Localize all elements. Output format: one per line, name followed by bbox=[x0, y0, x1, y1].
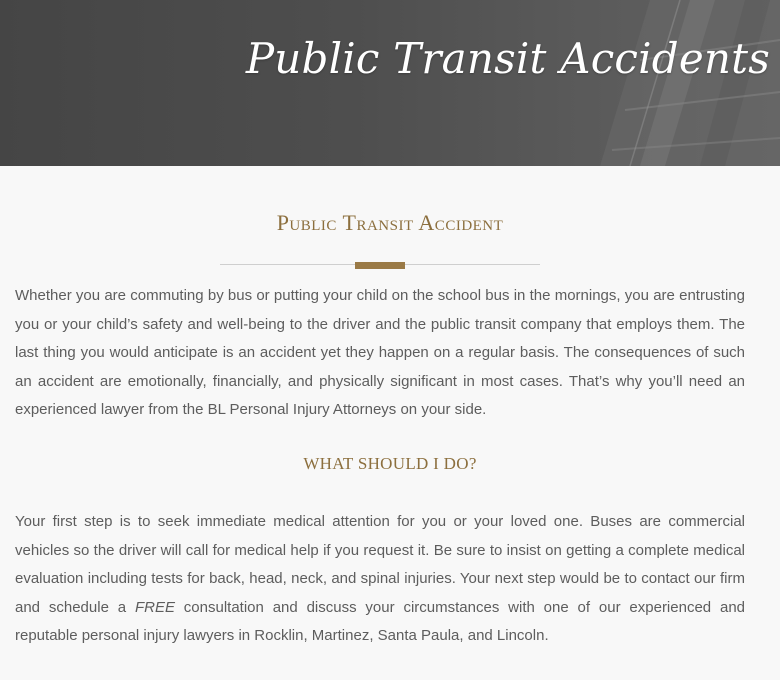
advice-text-start: Your first step is to seek immediate medical attention for you or your loved one. Buses are commercial vehicles so the driver will call for medical help if you request it. Be sure to insist on getting a complete medical evaluation including tests for back, head, neck, and spinal injuries. Your next step would be to contact our firm and schedule a bbox=[15, 513, 745, 616]
advice-paragraph bbox=[15, 508, 745, 651]
intro-paragraph: Whether you are commuting by bus or putting your child on the school bus in the mornings, you are entrusting you or your child’s safety and well-being to the driver and the public transit company that employs them. The last thing you would anticipate is an accident yet they happen on a regular basis. The consequences of such an accident are emotionally, financially, and physically significant in most cases. That’s why you’ll need an experienced lawyer from the BL Personal Injury Attorneys on your side. bbox=[15, 287, 745, 419]
advice-text-end: consultation and discuss your circumstances with one of our experienced and reputable personal injury lawyers in Rocklin, Martinez, Santa Paula, and Lincoln. bbox=[15, 598, 746, 645]
hero-banner bbox=[0, 0, 780, 166]
hero-title: Public Transit Accidents bbox=[245, 34, 770, 83]
subheading: WHAT SHOULD I DO? bbox=[303, 454, 477, 473]
free-emphasis: FREE bbox=[134, 598, 175, 616]
section-title: Public Transit Accident bbox=[276, 210, 504, 235]
hero-background-image bbox=[0, 0, 780, 166]
title-divider-accent bbox=[355, 262, 405, 269]
